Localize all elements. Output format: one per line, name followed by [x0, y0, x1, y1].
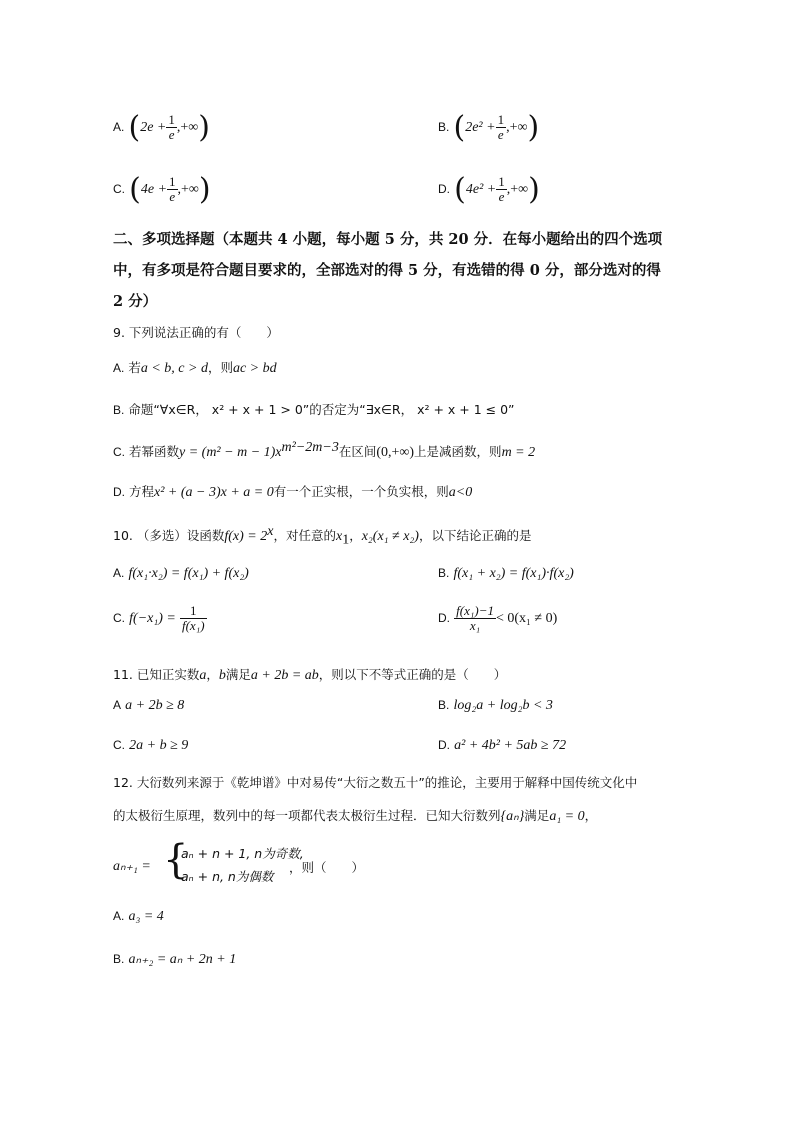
left-paren: ( — [453, 110, 466, 145]
stem-text: ， — [349, 528, 362, 544]
q9-option-a[interactable] — [113, 358, 277, 377]
math-expr: f(x₁·x₂) = f(x₁) + f(x₂) — [128, 566, 249, 581]
option-label: D. — [438, 611, 450, 625]
option-label: C. — [113, 738, 125, 752]
math-expr: a + 2b ≥ 8 — [125, 698, 185, 713]
fraction: $\frac{1}{e}$ — [168, 112, 175, 142]
math-exponent: m²−2m−3 — [281, 440, 339, 455]
q8-option-b[interactable] — [438, 110, 539, 145]
math-expr: log₂a + log₂b < 3 — [453, 698, 553, 713]
stem-text: ，则以下不等式正确的是（ ） — [318, 667, 507, 682]
q11-option-c[interactable] — [113, 738, 188, 754]
math-expr: a₃ = 4 — [128, 909, 164, 924]
q8-option-a[interactable] — [113, 110, 210, 145]
math-expr: aₙ₊₁ = — [113, 859, 151, 874]
left-paren: ( — [454, 172, 466, 207]
q11-option-d[interactable] — [438, 738, 566, 754]
math-expr: ,+∞ — [506, 182, 529, 197]
option-text: 命题“∀x∈R， x² + x + 1 > 0”的否定为“∃x∈R， x² + x + 1 ≤ 0” — [128, 402, 515, 417]
stem-text: ，则（ ） — [289, 860, 365, 875]
option-label: A. — [113, 361, 125, 375]
q11-option-a[interactable] — [113, 698, 184, 714]
section-heading-line-1: 二、多项选择题（本题共 4 小题，每小题 5 分，共 20 分．在每小题给出的四个选项 — [113, 231, 663, 248]
option-label: C. — [113, 182, 125, 196]
right-paren: ) — [198, 110, 210, 145]
q10-option-d[interactable] — [438, 604, 557, 633]
option-text: 若 — [128, 360, 141, 375]
math-expr: {aₙ} — [500, 809, 525, 824]
stem-text: 11. 已知正实数 — [113, 667, 200, 682]
stem-text: 的太极衍生原理，数列中的每一项都代表太极衍生过程．已知大衍数列 — [113, 808, 501, 823]
q11-option-b[interactable] — [438, 698, 553, 714]
option-label: B. — [438, 698, 450, 712]
q9-option-c[interactable] — [113, 440, 535, 461]
right-paren: ) — [198, 172, 211, 207]
math-expr: a² + 4b² + 5ab ≥ 72 — [454, 738, 567, 753]
option-text: 在区间 — [338, 444, 377, 460]
stem-text: ， — [584, 808, 598, 823]
stem-text: 10. （多选）设函数 — [113, 528, 225, 544]
stem-text: 满足 — [225, 667, 251, 682]
recurrence-case-even: aₙ + n, n为偶数 — [181, 869, 274, 884]
fraction: $\frac{\text{f(x₁)−1}}{\text{x₁}}$ — [456, 603, 494, 633]
option-label: B. — [113, 952, 125, 966]
math-expr: 2a + b ≥ 9 — [129, 738, 189, 753]
option-text: 若幂函数 — [128, 444, 179, 460]
q12-option-b[interactable] — [113, 951, 236, 968]
math-subscript: 1 — [342, 532, 350, 548]
option-label: C. — [113, 445, 125, 460]
right-paren: ) — [527, 110, 540, 145]
left-paren: ( — [128, 110, 141, 145]
option-text: 上是减函数，则 — [414, 444, 502, 460]
stem-text: 满足 — [524, 808, 550, 823]
math-expr: ,+∞ — [176, 120, 199, 135]
q10-option-a[interactable] — [113, 566, 249, 582]
math-expr: x₂(x₁ ≠ x₂) — [361, 529, 419, 545]
math-expr: < 0(x₁ ≠ 0) — [495, 611, 558, 626]
left-paren: ( — [129, 172, 141, 207]
math-expr: a < b, c > d — [140, 361, 208, 376]
math-expr: 2e² + — [465, 120, 496, 135]
math-expr: ,+∞ — [177, 182, 199, 197]
option-label: B. — [438, 566, 450, 580]
q10-stem — [113, 524, 531, 549]
option-label: D. — [113, 485, 125, 499]
math-expr: a₁ = 0 — [549, 809, 585, 824]
math-expr: ac > bd — [232, 361, 277, 376]
math-expr: aₙ₊₂ = aₙ + 2n + 1 — [128, 952, 237, 967]
option-label: A. — [113, 120, 125, 134]
option-label: A. — [113, 566, 125, 580]
q11-stem — [113, 665, 506, 684]
math-expr: m = 2 — [501, 445, 536, 461]
option-label: A. — [113, 909, 125, 923]
math-expr: f(x) = 2 — [224, 529, 268, 545]
section-heading-line-2: 中，有多项是符合题目要求的，全部选对的得 5 分，有选错的得 0 分，部分选对的得 — [113, 262, 661, 279]
q10-option-c[interactable] — [113, 604, 207, 633]
option-label: B. — [113, 403, 125, 417]
option-label: D. — [438, 182, 450, 196]
section-heading-line-3: 2 分） — [113, 293, 158, 310]
q9-option-b[interactable] — [113, 400, 515, 418]
fraction: $\frac{1}{e}$ — [498, 174, 505, 204]
recurrence-case-odd: aₙ + n + 1, n为奇数, — [181, 846, 304, 861]
math-expr: f(x₁ + x₂) = f(x₁)·f(x₂) — [453, 566, 574, 581]
math-expr: 4e + — [140, 182, 168, 197]
math-expr: b — [218, 668, 226, 683]
right-paren: ) — [528, 172, 540, 207]
q8-option-c[interactable] — [113, 172, 211, 207]
math-expr: f(−x₁) = — [129, 611, 176, 626]
q10-option-b[interactable] — [438, 566, 574, 582]
q8-option-d[interactable] — [438, 172, 540, 207]
math-expr: a + 2b = ab — [250, 668, 319, 683]
math-expr: (0,+∞) — [376, 445, 415, 461]
math-expr: x² + (a − 3)x + a = 0 — [154, 485, 274, 500]
left-brace: { — [163, 837, 189, 883]
option-label: B. — [438, 120, 450, 134]
q12-option-a[interactable] — [113, 909, 164, 925]
fraction: $\frac{1}{e}$ — [497, 112, 505, 142]
math-expr: a<0 — [448, 485, 473, 500]
q12-stem-line-2 — [113, 806, 597, 825]
fraction: $\frac{1}{e}$ — [169, 174, 176, 204]
math-expr: ,+∞ — [506, 120, 528, 135]
q9-option-d[interactable] — [113, 482, 472, 501]
math-expr: a — [199, 668, 207, 683]
q12-stem-line-1: 12. 大衍数列来源于《乾坤谱》中对易传“大衍之数五十”的推论，主要用于解释中国传统文化中 — [113, 775, 638, 790]
option-text: ，则 — [207, 360, 233, 375]
option-text: 方程 — [128, 484, 154, 499]
option-label: C. — [113, 611, 125, 625]
stem-text: ，以下结论正确的是 — [418, 528, 532, 544]
stem-text: ， — [206, 667, 219, 682]
math-expr: x — [335, 529, 343, 545]
stem-text: ，对任意的 — [273, 528, 336, 544]
math-exponent: x — [267, 524, 274, 539]
fraction: $\frac{1}{\text{f(x₁)}}$ — [181, 603, 205, 633]
option-label: A — [113, 698, 122, 712]
math-expr: 4e² + — [465, 182, 497, 197]
math-expr: y = (m² − m − 1)x — [179, 445, 282, 461]
math-expr: 2e + — [140, 120, 167, 135]
q9-stem: 9. 下列说法正确的有（ ） — [113, 325, 279, 340]
option-label: D. — [438, 738, 450, 752]
option-text: 有一个正实根，一个负实根，则 — [273, 484, 449, 499]
